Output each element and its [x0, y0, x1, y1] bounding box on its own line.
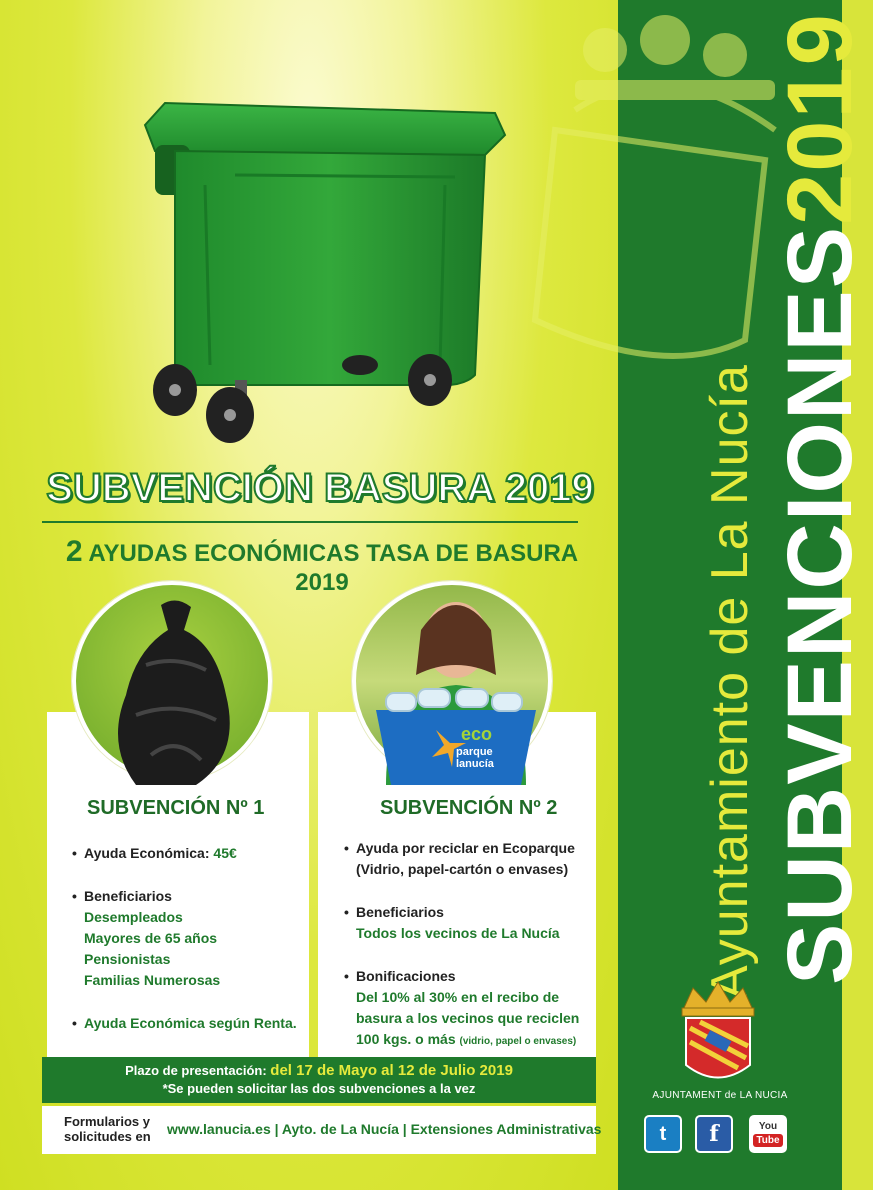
card2-beneficiaries-value: Todos los vecinos de La Nucía — [356, 925, 560, 941]
forms-links[interactable]: www.lanucia.es | Ayto. de La Nucía | Extensiones Administrativas — [167, 1121, 602, 1137]
card2-list — [344, 838, 594, 1074]
garbage-bag-photo — [72, 581, 272, 781]
garbage-container-icon — [125, 85, 515, 445]
deadline-bar — [42, 1057, 596, 1103]
card2-aid-line1: Ayuda por reciclar en Ecoparque — [356, 840, 575, 856]
card1-aid-value: 45€ — [213, 845, 237, 861]
vertical-subtitle — [700, 364, 760, 1000]
card1-beneficiaries-label: Beneficiarios — [84, 888, 172, 904]
youtube-icon[interactable] — [749, 1115, 787, 1153]
deadline-dates: del 17 de Mayo al 12 de Julio 2019 — [270, 1062, 513, 1079]
vertical-main-title — [768, 12, 873, 985]
card1-title: SUBVENCIÓN Nº 1 — [87, 797, 265, 819]
garbage-bag-icon — [76, 585, 276, 785]
card1-beneficiary: Desempleados — [84, 909, 183, 925]
page-title: SUBVENCIÓN BASURA 2019 — [46, 466, 594, 510]
forms-label-line1: Formularios y — [64, 1114, 150, 1129]
card1-beneficiary: Pensionistas — [84, 951, 171, 967]
deadline-note: *Se pueden solicitar las dos subvenciones a la vez — [162, 1081, 476, 1096]
facebook-icon[interactable]: f — [695, 1115, 733, 1153]
card2-item-beneficiaries: • Beneficiarios Todos los vecinos de La Nucía — [344, 902, 594, 944]
card2-item-aid: • Ayuda por reciclar en Ecoparque (Vidrio, papel-cartón o envases) — [344, 838, 594, 880]
youtube-tube-text: Tube — [753, 1134, 782, 1147]
card2-beneficiaries-label: Beneficiarios — [356, 904, 444, 920]
subtitle-number: 2 — [65, 535, 83, 568]
ecoparque-badge-line3: lanucía — [456, 758, 494, 770]
card2-aid-line2: (Vidrio, papel-cartón o envases) — [356, 861, 569, 877]
card1-beneficiary: Familias Numerosas — [84, 972, 221, 988]
card2-bonus-small: (vidrio, papel o envases) — [459, 1036, 577, 1047]
forms-bar — [42, 1106, 602, 1154]
card2-bonus-line3: 100 kgs. o más — [356, 1031, 456, 1047]
card1-aid-label: Ayuda Económica: — [84, 845, 210, 861]
youtube-you-text: You — [758, 1121, 778, 1132]
subtitle-text: AYUDAS ECONÓMICAS TASA DE BASURA 2019 — [88, 540, 579, 596]
vertical-main-word: SUBVENCIONES — [769, 224, 871, 985]
card2-bonus-line1: Del 10% al 30% en el recibo de — [356, 989, 560, 1005]
card2-bonus-label: Bonificaciones — [356, 968, 456, 984]
recycling-basket-icon — [356, 585, 556, 785]
twitter-icon[interactable]: t — [644, 1115, 682, 1153]
card2-title: SUBVENCIÓN Nº 2 — [380, 797, 558, 819]
card1-item-beneficiaries: • Beneficiarios Desempleados Mayores de 65 años Pensionistas Familias Numerosas — [72, 886, 307, 991]
girl-recycling-photo — [352, 581, 552, 781]
card2-item-bonus: • Bonificaciones Del 10% al 30% en el recibo de basura a los vecinos que reciclen 100 kgs. o más (vidrio, papel o envases) — [344, 966, 594, 1052]
logo-text: AJUNTAMENT de LA NUCIA — [652, 1090, 788, 1101]
card1-item-income: • Ayuda Económica según Renta. — [72, 1015, 297, 1031]
deadline-label: Plazo de presentación: — [125, 1063, 267, 1078]
card1-item-aid: • Ayuda Económica: 45€ — [72, 845, 237, 861]
vertical-main-year: 2019 — [769, 12, 871, 225]
title-divider — [42, 521, 578, 523]
card1-list — [72, 843, 307, 1056]
town-crest-logo-icon — [668, 980, 768, 1090]
ecoparque-badge-line1: eco — [461, 724, 493, 744]
vertical-subtitle-text: Ayuntamiento de La Nucía — [701, 364, 759, 1000]
card1-beneficiary: Mayores de 65 años — [84, 930, 218, 946]
card1-income-aid: Ayuda Económica según Renta. — [84, 1015, 297, 1031]
forms-label-line2: solicitudes en — [64, 1129, 151, 1144]
card2-bonus-line2: basura a los vecinos que reciclen — [356, 1010, 580, 1026]
forms-label — [64, 1114, 151, 1144]
ecoparque-badge-line2: parque — [456, 746, 493, 758]
